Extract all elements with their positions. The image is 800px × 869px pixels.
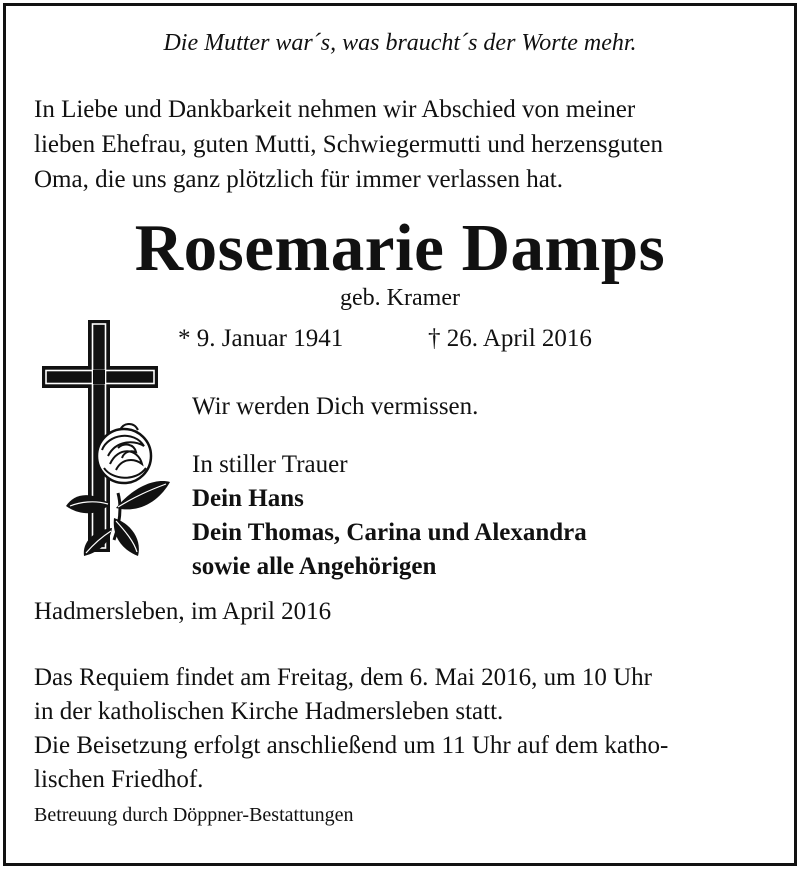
motto: Die Mutter war´s, was braucht´s der Worte mehr. [163, 30, 637, 56]
birth-date: * 9. Januar 1941 [178, 325, 344, 352]
maiden-name: geb. Kramer [340, 285, 460, 311]
intro-line: Oma, die uns ganz plötzlich für immer verlassen hat. [34, 166, 564, 193]
intro-line: In Liebe und Dankbarkeit nehmen wir Abschied von meiner [34, 96, 636, 123]
intro-text [34, 92, 774, 197]
service-info [34, 661, 774, 797]
place-date: Hadmersleben, im April 2016 [34, 598, 332, 625]
service-line: lischen Friedhof. [34, 766, 204, 793]
undertaker-credit: Betreuung durch Döppner-Bestattungen [34, 804, 354, 826]
mourners-block [192, 448, 587, 584]
rose-icon [66, 424, 170, 556]
farewell-text: Wir werden Dich vermissen. [192, 393, 479, 420]
intro-line: lieben Ehefrau, guten Mutti, Schwiegermutti und herzensguten [34, 131, 663, 158]
service-line: Das Requiem findet am Freitag, dem 6. Mai 2016, um 10 Uhr [34, 664, 652, 691]
mourners-heading: In stiller Trauer [192, 451, 348, 478]
mourner-name: Dein Thomas, Carina und Alexandra [192, 519, 587, 546]
service-line: Die Beisetzung erfolgt anschließend um 11 Uhr auf dem katho- [34, 732, 669, 759]
mourner-name: Dein Hans [192, 485, 304, 512]
service-line: in der katholischen Kirche Hadmersleben statt. [34, 698, 504, 725]
death-date: † 26. April 2016 [428, 325, 592, 352]
mourner-name: sowie alle Angehörigen [192, 553, 437, 580]
cross-with-rose [38, 318, 172, 564]
deceased-name: Rosemarie Damps [134, 211, 666, 285]
